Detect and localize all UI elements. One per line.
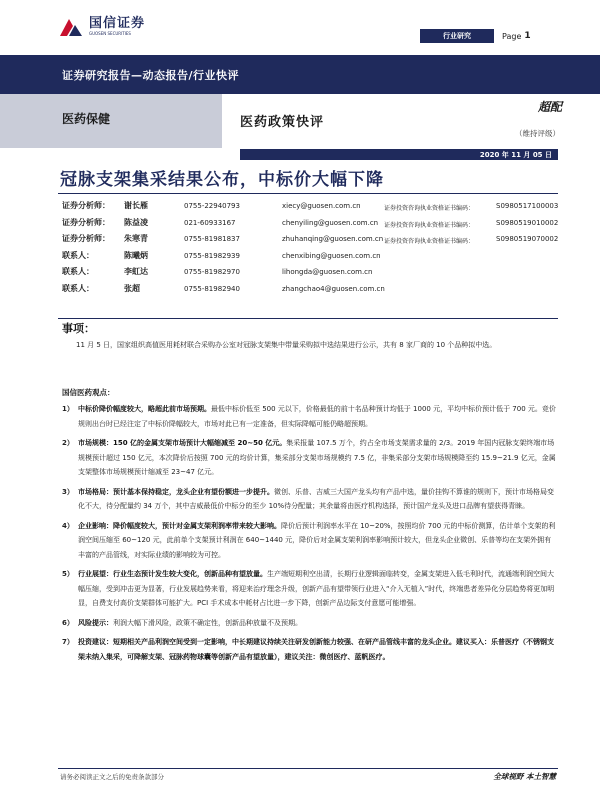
contact-name: 陈曦炳 (124, 250, 148, 260)
viewpoint-text: 集采报量 107.5 万个，约占全市场支架需求量的 2/3。2019 年国内冠脉支架终端市场规模预计超过 150 亿元，本次降价后按照 700 元的均价计算，集采部分支架市场规模约 7.5 亿，非集采部分支架市场规模降至约 15.9~21.9 亿元，金属支架整体市场规模预计缩减至 23~47 亿元。 (78, 439, 556, 476)
viewpoint-heading: 市场规模：150 亿的金属支架市场预计大幅缩减至 20~50 亿元。 (78, 439, 287, 447)
viewpoint-text: 微创、乐普、吉威三大国产龙头均有产品中选，量价挂钩不算谁的规则下，预计市场格局变化不大，待分配量约 34 万个，其中吉威最低价中标分的至少 10%待分配量；其余量将由医疗机构选择，预计国产龙头及进口品牌有望获得青睐。 (78, 487, 554, 510)
viewpoint-text: 降价后预计利润率水平在 10~20%，按照均价 700 元的中标价测算，估计单个支架的利润空间压缩至 60~120 元，此前单个支架预计利润在 640~1440 元，降价后对金属支架利润率影响预计较大，但龙头企业微创、乐普等均在支架外拥有丰富的产品管线，对实际业绩的影响较为可控。 (78, 521, 556, 559)
logo-chinese-name: 国信证券 (89, 16, 146, 31)
analyst-cert-label: 证券投资咨询执业资格证书编码： (384, 205, 475, 212)
viewpoint-item (62, 567, 558, 611)
analyst-cert-number: S0980519070002 (496, 235, 559, 243)
viewpoint-heading: 行业展望：行业生态预计发生较大变化，创新品种有望放量。 (78, 570, 267, 578)
disclaimer-note: 请务必阅读正文之后的免责条款部分 (60, 773, 164, 781)
analyst-email[interactable]: chenyiling@guosen.com.cn (282, 218, 379, 227)
viewpoint-heading: 投资建议：短期相关产品利润空间受到一定影响，中长期建议持续关注研发创新能力较强、在研产品管线丰富的龙头企业。建议买入：乐普医疗（不锈钢支架未纳入集采，可降解支架、冠脉药物球囊等创新产品有望放量），建议关注：微创医疗、蓝帆医疗。 (78, 638, 554, 661)
viewpoint-heading: 企业影响：降价幅度较大，预计对金属支架利润率带来较大影响。 (78, 521, 281, 530)
footer-slogan: 全球视野 本土智慧 (493, 772, 556, 781)
viewpoint-heading: 风险提示： (78, 618, 113, 627)
title-divider (58, 193, 558, 194)
analyst-role: 证券分析师： (62, 201, 110, 210)
analyst-cert-label: 证券投资咨询执业资格证书编码： (384, 238, 475, 245)
page-label: Page (502, 31, 522, 41)
contact-row (62, 282, 562, 299)
viewpoint-number: 3） (62, 487, 74, 496)
viewpoint-list (62, 402, 558, 669)
analyst-list (62, 199, 562, 298)
analyst-cert-number: S0980519010002 (496, 218, 559, 227)
logo-english-name: GUOSEN SECURITIES (89, 31, 131, 36)
analyst-cert-number: S0980517100003 (496, 202, 559, 210)
viewpoint-item (62, 402, 558, 431)
analyst-email[interactable]: zhuhanqing@guosen.com.cn (282, 235, 384, 243)
viewpoint-item (62, 616, 558, 631)
contact-email[interactable]: zhangchao4@guosen.com.cn (282, 284, 385, 293)
report-type: 医药政策快评 (240, 115, 325, 130)
company-logo (58, 16, 145, 38)
section-divider (58, 318, 558, 319)
analyst-row (62, 199, 562, 216)
viewpoint-item (62, 635, 558, 664)
page-title: 冠脉支架集采结果公布，中标价大幅下降 (60, 170, 384, 190)
contact-phone: 0755-81982940 (184, 284, 240, 293)
contact-name: 张超 (124, 283, 140, 293)
report-category-tag: 行业研究 (420, 29, 494, 43)
viewpoint-text: 利润大幅下滑风险，政策不确定性，创新品种放量不及预期。 (113, 618, 302, 627)
analyst-role: 证券分析师： (62, 234, 110, 243)
viewpoint-number: 1） (62, 405, 74, 413)
viewpoint-number: 2） (62, 439, 74, 447)
report-date: 2020 年 11 月 05 日 (240, 149, 558, 160)
viewpoint-heading: 市场格局：预计基本保持稳定，龙头企业有望份额进一步提升。 (78, 487, 274, 496)
sector-name: 医药保健 (62, 112, 111, 126)
viewpoint-number: 6） (62, 618, 74, 627)
analyst-cert-label: 证券投资咨询执业资格证书编码： (384, 221, 475, 229)
section-title-views: 国信医药观点： (62, 388, 115, 397)
contact-role: 联系人： (62, 267, 94, 276)
event-summary: 11 月 5 日，国家组织高值医用耗材联合采购办公室对冠脉支架集中带量采购拟中选结果进行公示，共有 8 家厂商的 10 个品种拟中选。 (76, 341, 497, 349)
viewpoint-text: 最低中标价低至 500 元以下，价格最低的前十名品种预计均低于 1000 元，平均中标价预计低于 700 元。竞价规则出台时已经注定了中标价降幅较大，市场对此已有一定准备，但实际降幅可能仍略超预期。 (78, 405, 556, 428)
contact-role: 联系人： (62, 250, 94, 260)
viewpoint-item (62, 485, 558, 514)
viewpoint-item (62, 436, 558, 480)
viewpoint-text: 生产端短期利空出清，长期行业逻辑面临转变，金属支架进入低毛利时代，流通端利润空间大幅压缩，受到冲击更为显著，行业发展趋势来看，将迎来治疗理念升级，创新产品有望带领行业进入“介入无植入”时代，终端患者差异化分层趋势将更加明显，自费支付高价支架群体可能扩大。PCI 手术成本中耗材占比进一步下降，创新产品边际支付意愿可能增强。 (78, 570, 555, 607)
contact-phone: 0755-81982970 (184, 268, 240, 276)
contact-name: 李虹达 (124, 267, 148, 276)
header-meta (420, 29, 531, 43)
analyst-name: 谢长雁 (124, 201, 148, 210)
analyst-name: 陈益凌 (124, 217, 148, 227)
rating: 超配 (537, 100, 562, 114)
analyst-row (62, 216, 562, 233)
analyst-phone: 0755-22940793 (184, 202, 240, 210)
viewpoint-number: 7） (62, 638, 74, 646)
contact-email[interactable]: lihongda@guosen.com.cn (282, 268, 373, 276)
page-number: 1 (524, 31, 531, 41)
analyst-email[interactable]: xiecy@guosen.com.cn (282, 202, 361, 210)
footer-divider (58, 768, 558, 769)
analyst-phone: 021-60933167 (184, 218, 236, 227)
rating-note: （维持评级） (515, 129, 560, 138)
page-indicator (494, 29, 531, 43)
section-title-event: 事项： (62, 322, 95, 335)
contact-role: 联系人： (62, 283, 94, 293)
analyst-row (62, 232, 562, 249)
guosen-logo-icon (58, 16, 84, 38)
report-banner: 证券研究报告—动态报告/行业快评 (0, 55, 600, 94)
contact-email[interactable]: chenxibing@guosen.com.cn (282, 251, 381, 260)
analyst-phone: 0755-81981837 (184, 235, 240, 243)
sector-row (0, 94, 600, 148)
analyst-role: 证券分析师： (62, 217, 110, 227)
contact-phone: 0755-81982939 (184, 251, 240, 260)
viewpoint-heading: 中标价降价幅度较大，略超此前市场预期。 (78, 405, 211, 413)
sector-box (0, 94, 222, 148)
viewpoint-number: 4） (62, 521, 74, 530)
contact-row (62, 265, 562, 282)
contact-row (62, 249, 562, 266)
viewpoint-number: 5） (62, 570, 74, 578)
viewpoint-item (62, 519, 558, 563)
analyst-name: 朱寒青 (124, 234, 148, 243)
